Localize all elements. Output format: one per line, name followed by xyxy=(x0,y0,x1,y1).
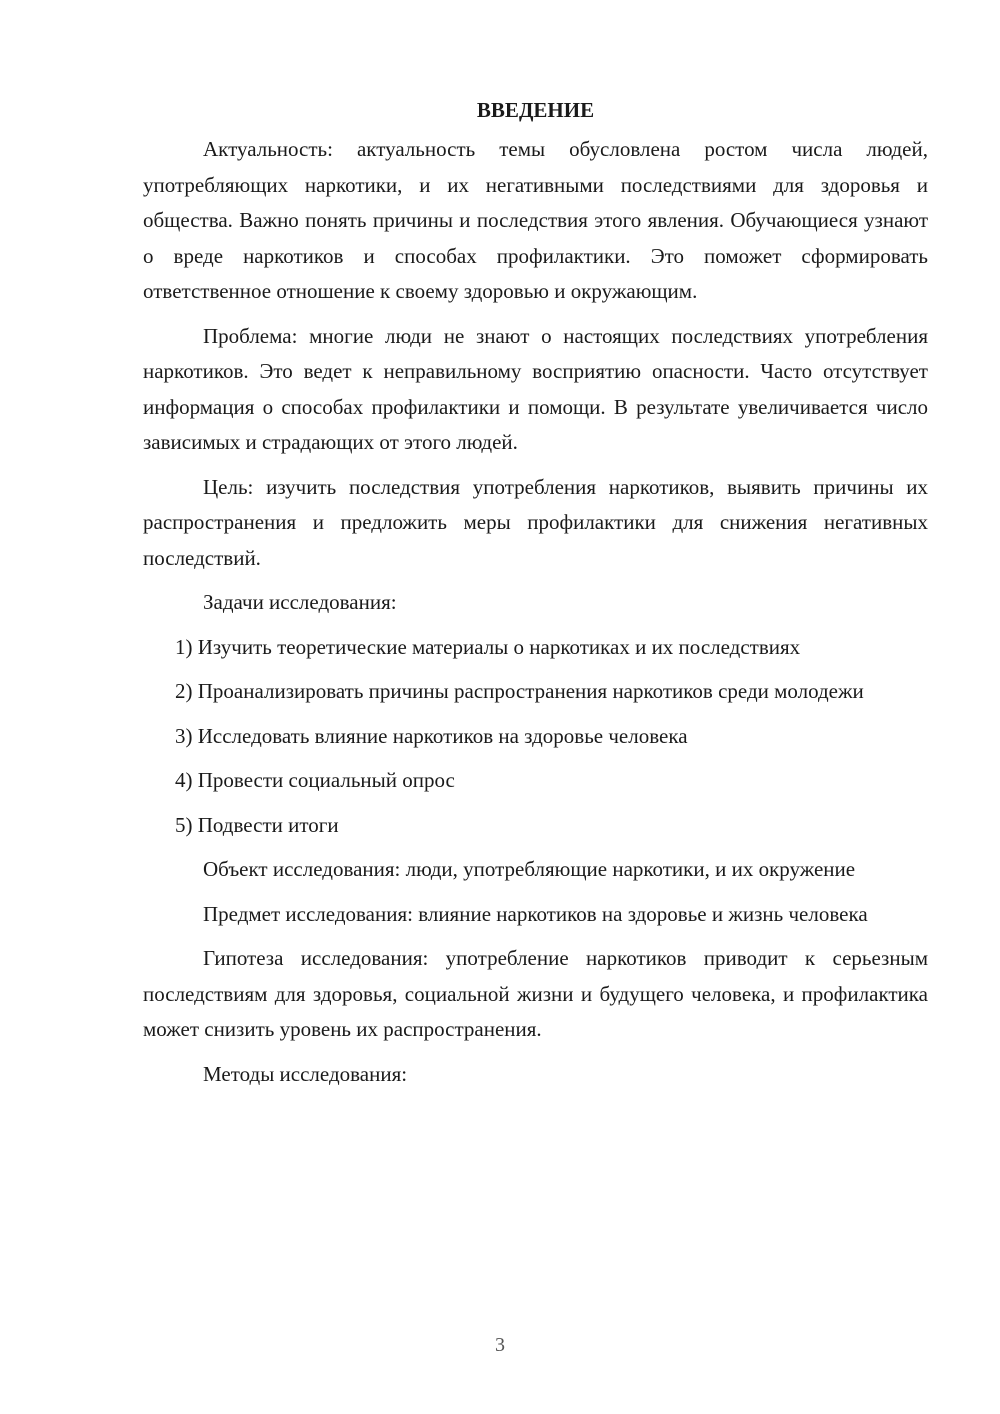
goal-paragraph: Цель: изучить последствия употребления наркотиков, выявить причины их распространения и предложить меры профилактики для снижения негативных последствий. xyxy=(143,474,928,570)
problem-paragraph: Проблема: многие люди не знают о настоящих последствиях употребления наркотиков. Это ведет к неправильному восприятию опасности. Часто отсутствует информация о способах профилактики и помощи. В результате увеличивается число зависимых и страдающих от этого людей. xyxy=(143,323,928,454)
object-paragraph: Объект исследования: люди, употребляющие наркотики, и их окружение xyxy=(203,857,856,881)
task-item-1: 1) Изучить теоретические материалы о наркотиках и их последствиях xyxy=(175,634,801,659)
document-page xyxy=(143,92,928,1101)
page-number: 3 xyxy=(495,1334,505,1356)
tasks-heading: Задачи исследования: xyxy=(203,590,397,614)
task-item-4: 4) Провести социальный опрос xyxy=(175,768,455,792)
task-item-5: 5) Подвести итоги xyxy=(175,812,339,837)
methods-heading: Методы исследования: xyxy=(203,1061,408,1086)
relevance-paragraph: Актуальность: актуальность темы обусловлена ростом числа людей, употребляющих наркотики, и их негативными последствиями для здоровья и общества. Важно понять причины и последствия этого явления. Обучающиеся узнают о вреде наркотиков и способах профилактики. Это поможет сформировать ответственное отношение к своему здоровью и окружающим. xyxy=(143,137,928,303)
hypothesis-paragraph: Гипотеза исследования: употребление наркотиков приводит к серьезным последствиям для здоровья, социальной жизни и будущего человека, и профилактика может снизить уровень их распространения. xyxy=(143,946,928,1041)
task-item-3: 3) Исследовать влияние наркотиков на здоровье человека xyxy=(175,723,688,748)
page-title: ВВЕДЕНИЕ xyxy=(476,98,595,122)
subject-paragraph: Предмет исследования: влияние наркотиков на здоровье и жизнь человека xyxy=(203,901,868,926)
task-item-2: 2) Проанализировать причины распространения наркотиков среди молодежи xyxy=(175,679,864,703)
